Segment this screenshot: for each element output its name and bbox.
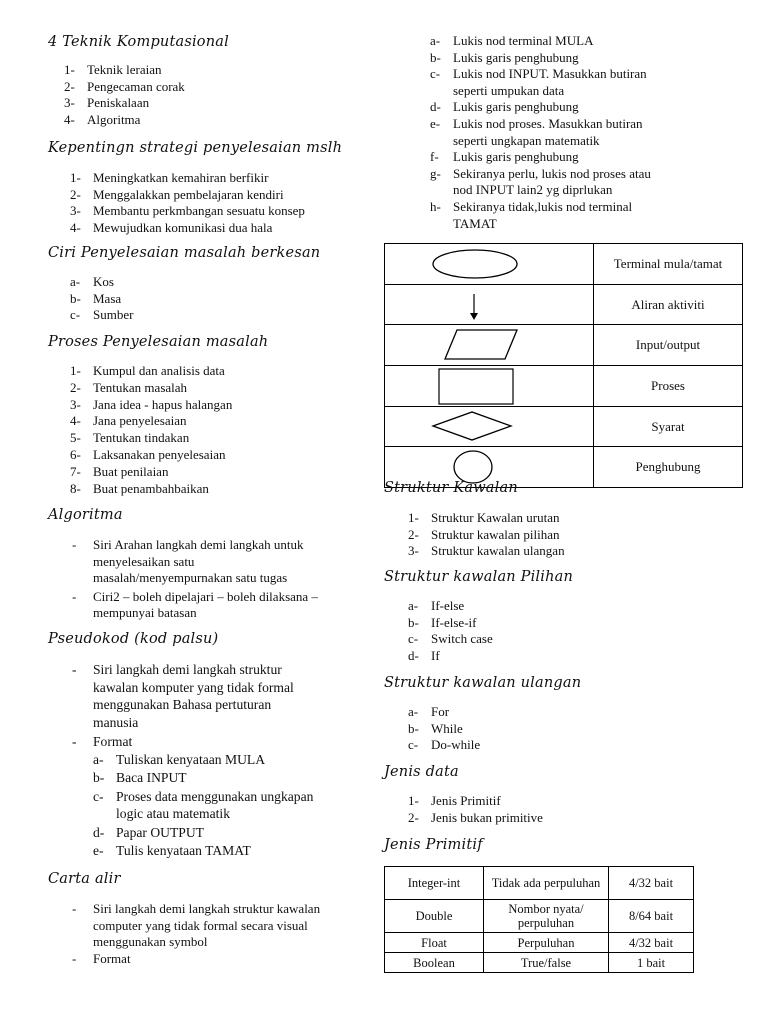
list-text: Struktur kawalan pilihan bbox=[431, 526, 560, 542]
list-text: Buat penambahbaikan bbox=[93, 480, 209, 496]
list-marker: b- bbox=[408, 720, 419, 736]
list-text: Meningkatkan kemahiran berfikir bbox=[93, 170, 269, 185]
list-marker: 3- bbox=[70, 396, 81, 412]
list-marker: 2- bbox=[70, 379, 81, 395]
list-marker: - bbox=[72, 588, 77, 604]
symbol-label: Syarat bbox=[594, 407, 743, 447]
list-text-line: logic atau matematik bbox=[116, 806, 230, 822]
list-marker: 1- bbox=[408, 510, 419, 525]
list-text-line: Lukis nod terminal MULA bbox=[453, 33, 594, 48]
table-row bbox=[385, 953, 694, 973]
list-text-line: menggunakan symbol bbox=[93, 934, 208, 950]
list-text-line: manusia bbox=[93, 714, 139, 730]
list-text-line: Sekiranya perlu, lukis nod proses atau bbox=[453, 165, 651, 181]
list-marker: a- bbox=[93, 752, 104, 767]
list-text-line: Tulis kenyataan TAMAT bbox=[116, 843, 251, 858]
list-marker: a- bbox=[70, 274, 81, 289]
list-text-line: nod INPUT lain2 yg diprlukan bbox=[453, 182, 613, 198]
list-text-line: TAMAT bbox=[453, 215, 497, 231]
list-text-line: masalah/menyempurnakan satu tugas bbox=[93, 570, 288, 586]
table-row bbox=[385, 867, 694, 900]
list-text: Buat penilaian bbox=[93, 463, 169, 479]
list-marker: - bbox=[72, 734, 77, 749]
list-text-line: Siri langkah demi langkah struktur bbox=[93, 662, 282, 677]
section-heading: Pseudokod (kod palsu) bbox=[48, 631, 219, 647]
list-text-line: seperti umpukan data bbox=[453, 82, 565, 98]
list-text-line: Lukis garis penghubung bbox=[453, 149, 579, 165]
list-marker: b- bbox=[408, 614, 419, 630]
list-marker: 2- bbox=[70, 186, 81, 202]
list-marker: c- bbox=[430, 66, 441, 82]
section-heading: Kepentingn strategi penyelesaian mslh bbox=[48, 140, 343, 156]
flow-arrow-icon bbox=[385, 286, 593, 323]
list-marker: 6- bbox=[70, 447, 81, 462]
list-text-line: Papar OUTPUT bbox=[116, 824, 204, 840]
section-heading: Ciri Penyelesaian masalah berkesan bbox=[48, 245, 321, 261]
list-text-line: computer yang tidak formal secara visual bbox=[93, 917, 308, 933]
list-text-line: seperti ungkapan matematik bbox=[453, 132, 600, 148]
list-text-line: Siri langkah demi langkah struktur kawalan bbox=[93, 901, 321, 916]
list-marker: b- bbox=[93, 770, 105, 786]
list-text: Jenis bukan primitive bbox=[431, 809, 543, 825]
list-text: Kos bbox=[93, 274, 114, 289]
list-marker: 4- bbox=[64, 111, 75, 127]
section-heading: 4 Teknik Komputasional bbox=[48, 34, 229, 50]
list-marker: 1- bbox=[64, 62, 75, 77]
section-heading: Jenis data bbox=[384, 764, 459, 780]
symbol-label: Input/output bbox=[594, 325, 743, 366]
table-cell: 1 bait bbox=[609, 953, 694, 973]
section-heading: Struktur Kawalan bbox=[384, 480, 518, 496]
list-text-line: Sekiranya tidak,lukis nod terminal bbox=[453, 199, 633, 214]
list-marker: 8- bbox=[70, 480, 81, 496]
table-row bbox=[385, 900, 694, 933]
list-marker: 4- bbox=[70, 413, 81, 429]
symbol-label: Terminal mula/tamat bbox=[594, 244, 743, 285]
symbol-label: Penghubung bbox=[594, 447, 743, 488]
list-text: Format bbox=[93, 734, 133, 749]
list-text: Tentukan tindakan bbox=[93, 430, 190, 446]
section-heading: Struktur kawalan Pilihan bbox=[384, 569, 574, 585]
symbol-row bbox=[385, 407, 743, 447]
list-marker: d- bbox=[93, 824, 105, 840]
table-cell: True/false bbox=[484, 953, 609, 973]
list-marker: d- bbox=[408, 647, 419, 663]
symbol-cell bbox=[385, 285, 594, 325]
list-text: Mewujudkan komunikasi dua hala bbox=[93, 219, 273, 235]
list-text: If-else bbox=[431, 598, 465, 613]
list-text-line: menggunakan Bahasa pertuturan bbox=[93, 697, 272, 713]
list-text: While bbox=[431, 720, 463, 736]
list-marker: 2- bbox=[408, 809, 419, 825]
list-text: Tentukan masalah bbox=[93, 379, 188, 395]
list-marker: g- bbox=[430, 165, 441, 181]
list-marker: 2- bbox=[408, 526, 419, 542]
list-text-line: Lukis nod INPUT. Masukkan butiran bbox=[453, 66, 647, 82]
list-text: Masa bbox=[93, 290, 122, 306]
list-marker: - bbox=[72, 537, 77, 552]
section-heading: Struktur kawalan ulangan bbox=[384, 675, 582, 691]
list-text: Do-while bbox=[431, 737, 481, 753]
list-marker: 3- bbox=[408, 543, 419, 559]
section-heading: Proses Penyelesaian masalah bbox=[48, 334, 269, 350]
list-text: Laksanakan penyelesaian bbox=[93, 447, 226, 462]
list-text-line: Tuliskan kenyataan MULA bbox=[116, 752, 266, 767]
symbol-row bbox=[385, 244, 743, 285]
symbol-cell bbox=[385, 325, 594, 366]
list-text-line: Proses data menggunakan ungkapan bbox=[116, 788, 314, 804]
list-marker: 5- bbox=[70, 430, 81, 446]
list-marker: b- bbox=[430, 49, 441, 65]
list-text-line: Baca INPUT bbox=[116, 770, 187, 786]
table-row bbox=[385, 933, 694, 953]
list-marker: a- bbox=[408, 598, 419, 613]
list-text: Teknik leraian bbox=[87, 62, 162, 77]
section-heading: Algoritma bbox=[48, 507, 123, 523]
section-heading: Jenis Primitif bbox=[384, 837, 483, 853]
list-marker: h- bbox=[430, 199, 441, 214]
list-marker: c- bbox=[70, 307, 81, 323]
table-cell: 8/64 bait bbox=[609, 900, 694, 933]
list-marker: - bbox=[72, 901, 77, 916]
list-text: Kumpul dan analisis data bbox=[93, 363, 225, 378]
list-marker: - bbox=[72, 662, 77, 677]
symbol-label: Proses bbox=[594, 366, 743, 407]
symbol-row bbox=[385, 325, 743, 366]
list-text: Jana idea - hapus halangan bbox=[93, 396, 233, 412]
primitive-types-table bbox=[384, 866, 694, 973]
list-marker: a- bbox=[408, 704, 419, 719]
diamond-icon bbox=[385, 408, 593, 445]
list-text: For bbox=[431, 704, 450, 719]
list-marker: 2- bbox=[64, 78, 75, 94]
list-text: If-else-if bbox=[431, 614, 477, 630]
symbol-cell bbox=[385, 366, 594, 407]
table-cell: 4/32 bait bbox=[609, 933, 694, 953]
symbol-row bbox=[385, 285, 743, 325]
table-cell: Double bbox=[385, 900, 484, 933]
list-text: Menggalakkan pembelajaran kendiri bbox=[93, 186, 284, 202]
list-text-line: Format bbox=[93, 950, 131, 966]
list-text: If bbox=[431, 647, 440, 663]
list-marker: 3- bbox=[64, 95, 75, 111]
list-text: Sumber bbox=[93, 307, 134, 323]
list-text: Algoritma bbox=[87, 111, 141, 127]
list-text-line: kawalan komputer yang tidak formal bbox=[93, 679, 294, 695]
list-text-line: Siri Arahan langkah demi langkah untuk bbox=[93, 537, 304, 552]
list-text: Struktur kawalan ulangan bbox=[431, 543, 565, 559]
list-marker: b- bbox=[70, 290, 81, 306]
list-text: Jana penyelesaian bbox=[93, 413, 187, 429]
list-marker: c- bbox=[408, 631, 419, 647]
list-text-line: mempunyai batasan bbox=[93, 605, 197, 621]
list-marker: c- bbox=[408, 737, 419, 753]
section-heading: Carta alir bbox=[48, 871, 121, 887]
symbol-label: Aliran aktiviti bbox=[594, 285, 743, 325]
list-marker: 1- bbox=[70, 363, 81, 378]
flowchart-symbol-table bbox=[384, 243, 743, 488]
table-cell: 4/32 bait bbox=[609, 867, 694, 900]
list-marker: e- bbox=[430, 116, 441, 131]
list-text-line: Lukis garis penghubung bbox=[453, 99, 579, 115]
list-marker: c- bbox=[93, 788, 104, 804]
list-text: Jenis Primitif bbox=[431, 793, 501, 808]
symbol-row bbox=[385, 366, 743, 407]
terminal-oval-icon bbox=[385, 245, 593, 283]
list-text: Membantu perkmbangan sesuatu konsep bbox=[93, 203, 305, 219]
list-marker: f- bbox=[430, 149, 439, 165]
list-marker: 4- bbox=[70, 219, 81, 235]
table-cell: Boolean bbox=[385, 953, 484, 973]
table-cell: Integer-int bbox=[385, 867, 484, 900]
list-marker: - bbox=[72, 950, 77, 966]
table-cell: Tidak ada perpuluhan bbox=[484, 867, 609, 900]
list-text: Switch case bbox=[431, 631, 493, 647]
symbol-cell bbox=[385, 407, 594, 447]
list-text-line: Lukis nod proses. Masukkan butiran bbox=[453, 116, 643, 131]
symbol-cell bbox=[385, 244, 594, 285]
list-marker: 3- bbox=[70, 203, 81, 219]
parallelogram-icon bbox=[385, 326, 593, 364]
table-cell: Nombor nyata/ perpuluhan bbox=[484, 900, 609, 933]
list-text: Pengecaman corak bbox=[87, 78, 185, 94]
list-text: Peniskalaan bbox=[87, 95, 150, 111]
list-text: Struktur Kawalan urutan bbox=[431, 510, 560, 525]
table-cell: Float bbox=[385, 933, 484, 953]
list-text-line: Lukis garis penghubung bbox=[453, 49, 579, 65]
list-marker: 1- bbox=[408, 793, 419, 808]
list-marker: e- bbox=[93, 843, 104, 858]
list-marker: a- bbox=[430, 33, 441, 48]
list-marker: 1- bbox=[70, 170, 81, 185]
rectangle-icon bbox=[385, 367, 593, 405]
list-marker: 7- bbox=[70, 463, 81, 479]
list-marker: d- bbox=[430, 99, 441, 115]
list-text-line: Ciri2 – boleh dipelajari – boleh dilaksana – bbox=[93, 588, 318, 604]
table-cell: Perpuluhan bbox=[484, 933, 609, 953]
list-text-line: menyelesaikan satu bbox=[93, 553, 195, 569]
